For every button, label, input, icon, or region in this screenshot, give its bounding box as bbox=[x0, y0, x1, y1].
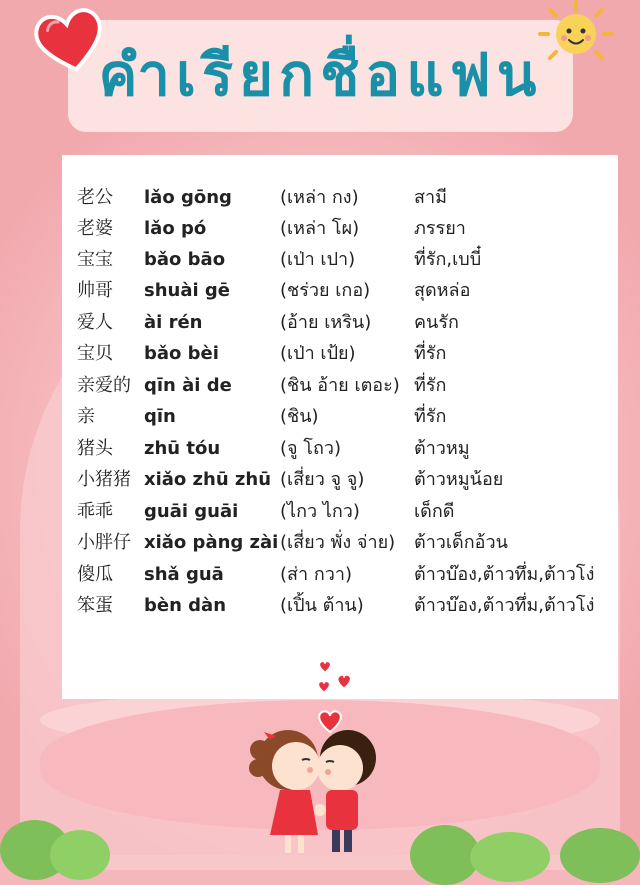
thai-meaning: ที่รัก bbox=[414, 343, 447, 364]
bush-left-2 bbox=[50, 830, 110, 880]
thai-meaning: ที่รัก bbox=[414, 406, 447, 427]
thai-meaning: ที่รัก bbox=[414, 375, 447, 396]
thai-meaning: ต้าวหมูน้อย bbox=[414, 469, 504, 490]
hanzi: 小胖仔 bbox=[77, 532, 131, 553]
page-title: คำเรียกชื่อแฟน bbox=[98, 41, 543, 109]
table-row bbox=[62, 338, 618, 369]
pinyin: qīn bbox=[144, 406, 176, 427]
table-row bbox=[62, 496, 618, 527]
hanzi: 傻瓜 bbox=[77, 564, 113, 585]
table-row bbox=[62, 559, 618, 590]
bush-right-3 bbox=[560, 828, 640, 883]
table-row bbox=[62, 590, 618, 621]
vocabulary-card bbox=[62, 155, 618, 699]
thai-meaning: ที่รัก,เบบี๋ bbox=[414, 249, 482, 270]
hanzi: 帅哥 bbox=[77, 280, 113, 301]
thai-reading: (อ้าย เหริน) bbox=[280, 312, 372, 333]
thai-reading: (ชิน) bbox=[280, 406, 319, 427]
pinyin: lǎo pó bbox=[144, 218, 207, 239]
heart-icon bbox=[30, 0, 110, 80]
hanzi: 亲爱的 bbox=[77, 375, 131, 396]
pinyin: bèn dàn bbox=[144, 595, 227, 616]
table-row bbox=[62, 307, 618, 338]
pinyin: bǎo bèi bbox=[144, 343, 219, 364]
thai-reading: (เป่า เปา) bbox=[280, 249, 356, 270]
table-row bbox=[62, 433, 618, 464]
table-row bbox=[62, 527, 618, 558]
bush-right-2 bbox=[470, 832, 550, 882]
pinyin: bǎo bāo bbox=[144, 249, 226, 270]
thai-reading: (เป่า เป้ย) bbox=[280, 343, 356, 364]
thai-meaning: ต้าวบ๊อง,ต้าวทึ่ม,ต้าวโง่ bbox=[414, 595, 595, 616]
hanzi: 老公 bbox=[77, 187, 113, 208]
hanzi: 乖乖 bbox=[77, 501, 113, 522]
thai-reading: (เสี่ยว พั่ง จ่าย) bbox=[280, 532, 396, 553]
pinyin: qīn ài de bbox=[144, 375, 232, 396]
sun-icon bbox=[536, 0, 616, 68]
thai-reading: (จู โถว) bbox=[280, 438, 341, 459]
thai-meaning: สามี bbox=[414, 187, 447, 208]
thai-meaning: คนรัก bbox=[414, 312, 459, 333]
pinyin: xiǎo pàng zài bbox=[144, 532, 279, 553]
table-row bbox=[62, 182, 618, 213]
thai-reading: (เหล่า กง) bbox=[280, 187, 359, 208]
table-row bbox=[62, 464, 618, 495]
couple-illustration bbox=[240, 660, 390, 855]
pinyin: lǎo gōng bbox=[144, 187, 232, 208]
table-row bbox=[62, 401, 618, 432]
pinyin: ài rén bbox=[144, 312, 203, 333]
pinyin: shǎ guā bbox=[144, 564, 224, 585]
pinyin: shuài gē bbox=[144, 280, 231, 301]
thai-reading: (ชร่วย เกอ) bbox=[280, 280, 371, 301]
thai-reading: (ชิน อ้าย เตอะ) bbox=[280, 375, 400, 396]
hanzi: 笨蛋 bbox=[77, 595, 113, 616]
thai-meaning: ต้าวหมู bbox=[414, 438, 470, 459]
hanzi: 爱人 bbox=[77, 312, 113, 333]
thai-reading: (เปิ้น ต้าน) bbox=[280, 595, 364, 616]
thai-meaning: ต้าวบ๊อง,ต้าวทึ่ม,ต้าวโง่ bbox=[414, 564, 595, 585]
pinyin: zhū tóu bbox=[144, 438, 221, 459]
table-row bbox=[62, 275, 618, 306]
hanzi: 亲 bbox=[77, 406, 95, 427]
pinyin: guāi guāi bbox=[144, 501, 239, 522]
hanzi: 小猪猪 bbox=[77, 469, 131, 490]
thai-meaning: สุดหล่อ bbox=[414, 280, 471, 301]
thai-reading: (ไกว ไกว) bbox=[280, 501, 360, 522]
hanzi: 宝贝 bbox=[77, 343, 113, 364]
thai-meaning: เด็กดี bbox=[414, 501, 455, 522]
pinyin: xiǎo zhū zhū bbox=[144, 469, 272, 490]
thai-meaning: ต้าวเด็กอ้วน bbox=[414, 532, 508, 553]
thai-reading: (เสี่ยว จู จู) bbox=[280, 469, 365, 490]
table-row bbox=[62, 370, 618, 401]
hanzi: 宝宝 bbox=[77, 249, 113, 270]
thai-reading: (ส่า กวา) bbox=[280, 564, 352, 585]
hanzi: 老婆 bbox=[77, 218, 113, 239]
thai-reading: (เหล่า โผ) bbox=[280, 218, 360, 239]
hanzi: 猪头 bbox=[77, 438, 113, 459]
table-row bbox=[62, 244, 618, 275]
thai-meaning: ภรรยา bbox=[414, 218, 466, 239]
table-row bbox=[62, 213, 618, 244]
